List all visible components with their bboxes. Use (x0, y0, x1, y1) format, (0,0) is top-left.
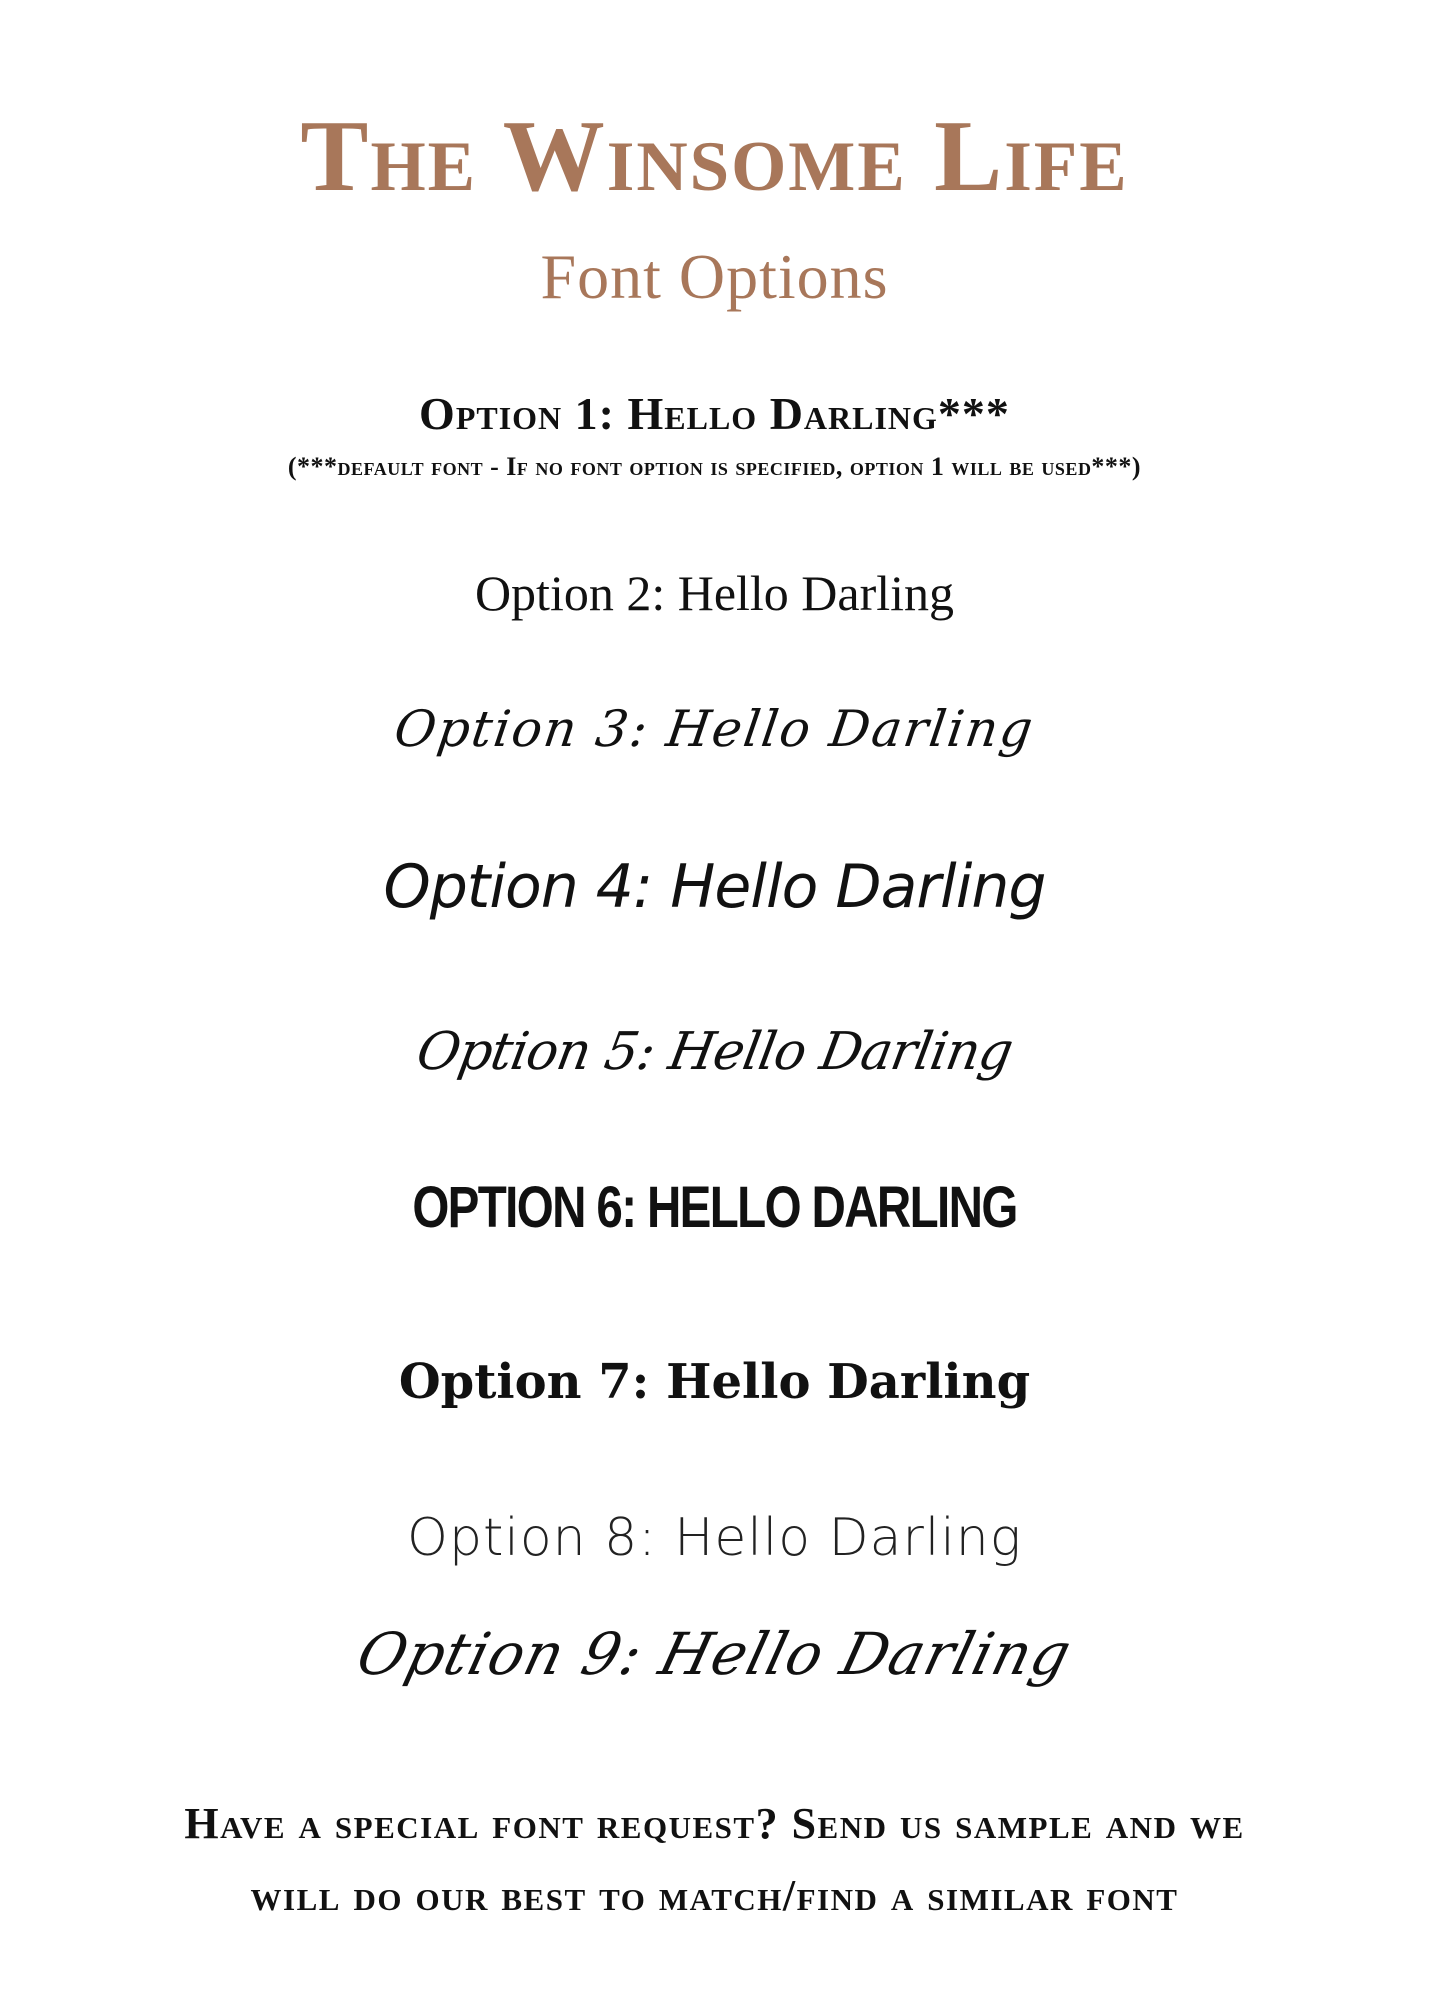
font-option-1: Option 1: Hello Darling*** (419, 388, 1010, 439)
page-subtitle: Font Options (540, 241, 889, 312)
font-option-4: Option 4: Hello Darling (383, 852, 1046, 922)
font-option-2: Option 2: Hello Darling (474, 565, 955, 621)
default-font-note: (***default font - If no font option is specified, option 1 will be used***) (287, 452, 1142, 481)
font-option-7: Option 7: Hello Darling (398, 1354, 1031, 1410)
font-option-9: Option 9: Hello Darling (350, 1620, 1079, 1688)
font-option-6: OPTION 6: HELLO DARLING (412, 1175, 1017, 1240)
footer-request-line-2: will do our best to match/find a similar font (250, 1871, 1179, 1920)
font-option-5: Option 5: Hello Darling (412, 1022, 1017, 1082)
footer-request-line-1: Have a special font request? Send us sample and we (184, 1799, 1245, 1848)
font-option-3: Option 3: Hello Darling (390, 700, 1039, 758)
brand-title: The Winsome Life (300, 100, 1129, 213)
font-option-8: Option 8: Hello Darling (407, 1508, 1022, 1568)
